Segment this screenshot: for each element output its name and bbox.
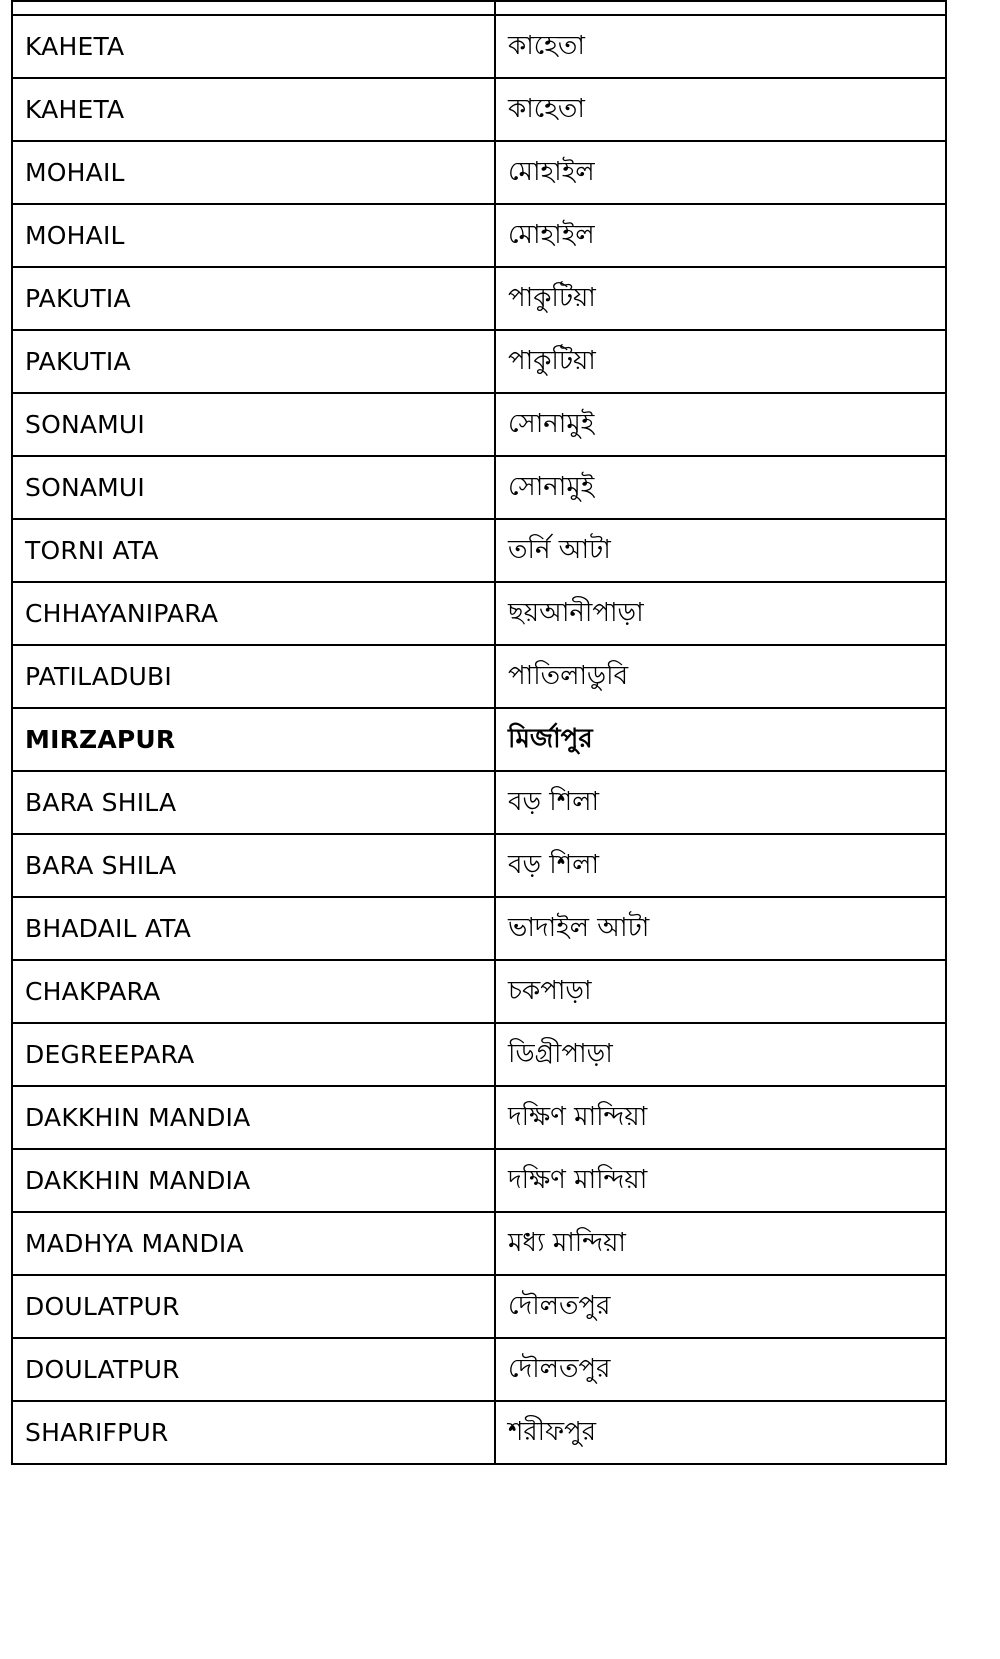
table-cell-bangla: চকপাড়া — [495, 960, 946, 1023]
table-row — [12, 645, 946, 708]
table-cell-english: DOULATPUR — [12, 1275, 495, 1338]
table-cell-english: SHARIFPUR — [12, 1401, 495, 1464]
table-cell-english: DEGREEPARA — [12, 1023, 495, 1086]
table-cell-bangla: দৌলতপুর — [495, 1338, 946, 1401]
table-row — [12, 771, 946, 834]
table-body — [12, 1, 946, 1464]
table-cell-bangla: দক্ষিণ মান্দিয়া — [495, 1149, 946, 1212]
table-cell-bangla: দক্ষিণ মান্দিয়া — [495, 1086, 946, 1149]
table-cell-bangla: সোনামুই — [495, 393, 946, 456]
table-cell-bangla: মোহাইল — [495, 141, 946, 204]
table-cell-bangla: তর্নি আটা — [495, 519, 946, 582]
table-cell-bangla: বড় শিলা — [495, 771, 946, 834]
table-cell-bangla: পাকুটিয়া — [495, 330, 946, 393]
table-cell-english: BARA SHILA — [12, 771, 495, 834]
table-cell-bangla: পাতিলাডুবি — [495, 645, 946, 708]
table-cell-english: BHADAIL ATA — [12, 897, 495, 960]
table-row — [12, 456, 946, 519]
table-cell-english: DAKKHIN MANDIA — [12, 1149, 495, 1212]
table-row — [12, 267, 946, 330]
table-row — [12, 1338, 946, 1401]
table-cell-english: MADHYA MANDIA — [12, 1212, 495, 1275]
table-row — [12, 1086, 946, 1149]
table-row — [12, 15, 946, 78]
table-row — [12, 834, 946, 897]
table-cell-bangla — [495, 1, 946, 15]
table-row — [12, 141, 946, 204]
table-cell-bangla: মোহাইল — [495, 204, 946, 267]
table-cell-bangla: ভাদাইল আটা — [495, 897, 946, 960]
table-cell-english: SONAMUI — [12, 393, 495, 456]
table-row-clipped — [12, 1, 946, 15]
table-row — [12, 1275, 946, 1338]
table-cell-bangla: ছয়আনীপাড়া — [495, 582, 946, 645]
table-row — [12, 582, 946, 645]
table-cell-bangla: শরীফপুর — [495, 1401, 946, 1464]
table-cell-english: DOULATPUR — [12, 1338, 495, 1401]
table-cell-bangla: দৌলতপুর — [495, 1275, 946, 1338]
table-row — [12, 1023, 946, 1086]
table-cell-english: MIRZAPUR — [12, 708, 495, 771]
table-row — [12, 897, 946, 960]
table-cell-english: TORNI ATA — [12, 519, 495, 582]
table-cell-english: KAHETA — [12, 15, 495, 78]
table-cell-english: DAKKHIN MANDIA — [12, 1086, 495, 1149]
table-row — [12, 1212, 946, 1275]
table-cell-bangla: মধ্য মান্দিয়া — [495, 1212, 946, 1275]
table-cell-english: PAKUTIA — [12, 267, 495, 330]
table-cell-english: CHAKPARA — [12, 960, 495, 1023]
table-cell-english — [12, 1, 495, 15]
table-cell-english: PAKUTIA — [12, 330, 495, 393]
table-row-highlighted — [12, 708, 946, 771]
table-cell-english: BARA SHILA — [12, 834, 495, 897]
table-row — [12, 78, 946, 141]
table-cell-bangla: সোনামুই — [495, 456, 946, 519]
table-row — [12, 1149, 946, 1212]
table-cell-bangla: বড় শিলা — [495, 834, 946, 897]
table-row — [12, 960, 946, 1023]
table-cell-bangla: পাকুটিয়া — [495, 267, 946, 330]
table-cell-bangla: ডিগ্রীপাড়া — [495, 1023, 946, 1086]
table-cell-english: CHHAYANIPARA — [12, 582, 495, 645]
table-row — [12, 393, 946, 456]
table-cell-bangla: কাহেতা — [495, 15, 946, 78]
table-cell-bangla: মির্জাপুর — [495, 708, 946, 771]
table-row — [12, 519, 946, 582]
table-row — [12, 204, 946, 267]
table-cell-english: KAHETA — [12, 78, 495, 141]
village-name-table — [11, 0, 947, 1465]
table-cell-english: MOHAIL — [12, 141, 495, 204]
table-cell-english: MOHAIL — [12, 204, 495, 267]
table-cell-english: PATILADUBI — [12, 645, 495, 708]
table-cell-bangla: কাহেতা — [495, 78, 946, 141]
table-row — [12, 330, 946, 393]
table-row — [12, 1401, 946, 1464]
table-cell-english: SONAMUI — [12, 456, 495, 519]
name-table-container — [11, 0, 945, 1465]
